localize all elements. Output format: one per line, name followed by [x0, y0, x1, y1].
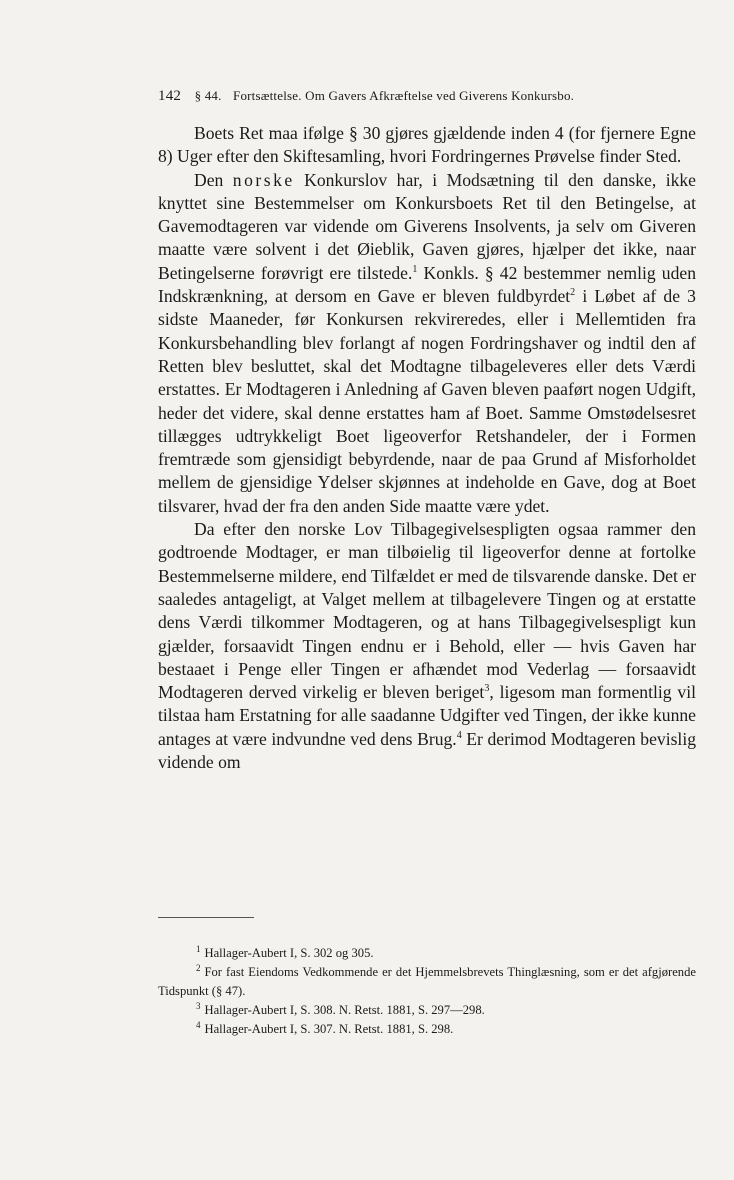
footnote-ref-3: 3 [484, 683, 490, 695]
footnote-3: $^3$ Hallager-Aubert I, S. 308. N. Retst. 1881, S. 297—298. [196, 1000, 485, 1017]
footnote-ref-2: 2 [570, 287, 576, 299]
footnote-ref-1: 1 [412, 263, 418, 275]
body-text [158, 122, 696, 774]
p3-text-c: Er derimod Modtageren bevislig vidende om [158, 728, 697, 773]
footnote-divider [158, 917, 254, 918]
p2-text-b: Konkurslov har, i Modsætning til den danske, ikke knyttet sine Bestemmelser om Konkursboets Ret til den Betingelse, at Gavemodtageren var vidende om Giverens Insolvents, ja selv om Giveren maatte være solvent i det Øieblik, Gaven gjøres, hjælper det ikke, naar Betingelserne forøvrigt ere tilstede. [158, 169, 696, 283]
p2-text-c: Konkls. § 42 bestemmer nemlig uden Indskrænkning, at dersom en Gave er bleven fuldbyrdet [158, 262, 697, 307]
paragraph-2 [158, 169, 696, 518]
running-header [158, 88, 698, 105]
p2-text-d: i Løbet af de 3 sidste Maaneder, før Konkursen rekvireredes, eller i Mellemtiden fra Konkursbehandling blev forlangt af nogen Fordringshaver og indtil den af Retten blev besluttet, skal det Modtagne tilbageleveres eller dets Værdi erstattes. Er Modtageren i Anledning af Gaven bleven paaført nogen Udgift, heder det videre, skal denne erstattes ham af Boet. Samme Omstødelsesret tillægges udtrykkeligt Boet ligeoverfor Retshandeler, der i Formen fremtræde som gjensidigt bebyrdende, naar de paa Grund af Misforholdet mellem de gjensidige Ydelser skjønnes at indeholde en Gave, dog at Boet tilsvarer, hvad der fra den anden Side maatte være ydet. [158, 286, 696, 516]
footnote-ref-4: 4 [456, 729, 462, 741]
header-title: Fortsættelse. Om Gavers Afkræftelse ved Giverens Konkursbo. [233, 88, 575, 103]
paragraph-3 [158, 518, 696, 774]
section-number: § 44. [194, 88, 222, 103]
footnotes [158, 944, 696, 1039]
p3-text-a: Da efter den norske Lov Tilbagegivelsespligten ogsaa rammer den godtroende Modtager, er man tilbøielig til ligeoverfor denne at fortolke Bestemmelserne mildere, end Tilfældet er med de tilsvarende danske. Det er saaledes antageligt, at Valget mellem at tilbagelevere Tingen og at erstatte dens Værdi tilkommer Modtageren, og at hans Tilbagegivelsespligt kun gjælder, forsaavidt Tingen endnu er i Behold, eller — hvis Gaven har bestaaet i Penge eller Tingen er afhændet mod Vederlag — forsaavidt Modtageren derved virkelig er bleven beriget [158, 519, 696, 703]
p3-text-b: , ligesom man formentlig vil tilstaa ham Erstatning for alle saadanne Udgifter ved Tingen, der ikke kunne antages at være indvundne ved dens Brug. [158, 682, 696, 749]
p2-text-a: Den [194, 169, 233, 190]
footnote-2: $^2$ For fast Eiendoms Vedkommende er det Hjemmelsbrevets Thinglæsning, som er det afgjørende Tidspunkt (§ 47). [158, 962, 696, 998]
page-number: 142 [158, 88, 182, 104]
paragraph-1: Boets Ret maa ifølge § 30 gjøres gjældende inden 4 (for fjernere Egne 8) Uger efter den Skiftesamling, hvori Fordringernes Prøvelse finder Sted. [158, 123, 696, 167]
p2-spaced-word: norske [232, 169, 295, 190]
footnote-1: $^1$ Hallager-Aubert I, S. 302 og 305. [196, 943, 374, 960]
footnote-4: $^4$ Hallager-Aubert I, S. 307. N. Retst. 1881, S. 298. [196, 1019, 454, 1036]
